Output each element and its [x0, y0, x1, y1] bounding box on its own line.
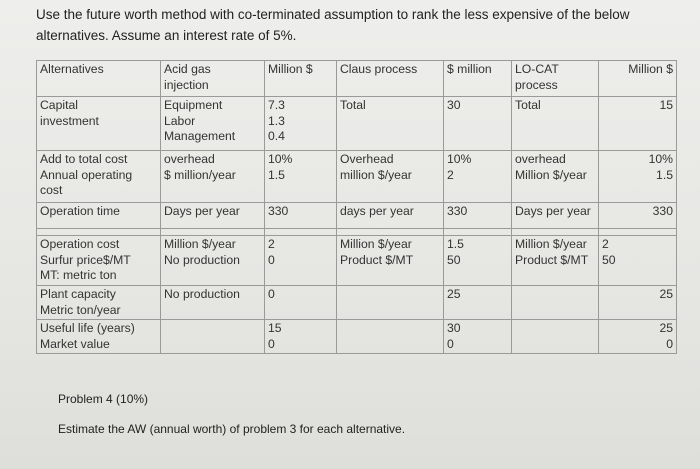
table-cell: $ million [444, 61, 512, 97]
table-cell: Plant capacity Metric ton/year [37, 286, 161, 320]
table-cell: Useful life (years) Market value [37, 320, 161, 354]
table-cell: LO-CAT process [512, 61, 599, 97]
table-cell: Total [337, 97, 444, 151]
table-cell [37, 229, 161, 236]
table-row [37, 97, 677, 151]
table-cell: Million $ [265, 61, 337, 97]
table-cell: Operation time [37, 203, 161, 229]
table-cell: 25 [444, 286, 512, 320]
table-cell: Million $/year Product $/MT [512, 236, 599, 286]
table-cell: overhead Million $/year [512, 151, 599, 203]
table-cell: Capital investment [37, 97, 161, 151]
table-row [37, 320, 677, 354]
table-cell: No production [161, 286, 265, 320]
table-spacer-row [37, 229, 677, 236]
table-cell: 1.5 50 [444, 236, 512, 286]
table-row [37, 61, 677, 97]
table-cell: Million $/year No production [161, 236, 265, 286]
table-cell: 330 [444, 203, 512, 229]
table-cell [161, 229, 265, 236]
table-cell [337, 286, 444, 320]
table-cell: 25 0 [599, 320, 677, 354]
table-row [37, 286, 677, 320]
alternatives-table [36, 60, 677, 354]
table-cell: Total [512, 97, 599, 151]
table-cell [337, 320, 444, 354]
table-cell: Claus process [337, 61, 444, 97]
table-cell: 10% 1.5 [599, 151, 677, 203]
table-cell: 0 [265, 286, 337, 320]
table-cell: Days per year [512, 203, 599, 229]
table-cell: 2 0 [265, 236, 337, 286]
table-cell: 10% 1.5 [265, 151, 337, 203]
problem-statement: Use the future worth method with co-terminated assumption to rank the less expensive of the below alternatives. Assume an interest rate of 5%. [36, 7, 630, 43]
table-cell [161, 320, 265, 354]
task-text: Estimate the AW (annual worth) of problem 3 for each alternative. [58, 422, 406, 436]
table-cell: 330 [599, 203, 677, 229]
table-cell: 15 0 [265, 320, 337, 354]
table-row [37, 151, 677, 203]
table-cell: 2 50 [599, 236, 677, 286]
table-cell [512, 320, 599, 354]
table-cell: Million $ [599, 61, 677, 97]
table-cell: Million $/year Product $/MT [337, 236, 444, 286]
table-cell: 15 [599, 97, 677, 151]
table-cell: Add to total cost Annual operating cost [37, 151, 161, 203]
table-cell: Operation cost Surfur price$/MT MT: metric ton [37, 236, 161, 286]
table-cell: Alternatives [37, 61, 161, 97]
table-row [37, 203, 677, 229]
table-cell: 30 [444, 97, 512, 151]
table-cell [512, 286, 599, 320]
table-cell: 7.3 1.3 0.4 [265, 97, 337, 151]
table-cell [599, 229, 677, 236]
table-cell [265, 229, 337, 236]
table-cell: Equipment Labor Management [161, 97, 265, 151]
table-cell [512, 229, 599, 236]
table-cell [444, 229, 512, 236]
table-cell: overhead $ million/year [161, 151, 265, 203]
table-cell [337, 229, 444, 236]
table-row [37, 236, 677, 286]
table-cell: 25 [599, 286, 677, 320]
table-cell: Overhead million $/year [337, 151, 444, 203]
problem-label: Problem 4 (10%) [58, 392, 149, 406]
table-cell: 30 0 [444, 320, 512, 354]
table-cell: 10% 2 [444, 151, 512, 203]
table-cell: days per year [337, 203, 444, 229]
table-cell: Days per year [161, 203, 265, 229]
table-cell: 330 [265, 203, 337, 229]
table-cell: Acid gas injection [161, 61, 265, 97]
